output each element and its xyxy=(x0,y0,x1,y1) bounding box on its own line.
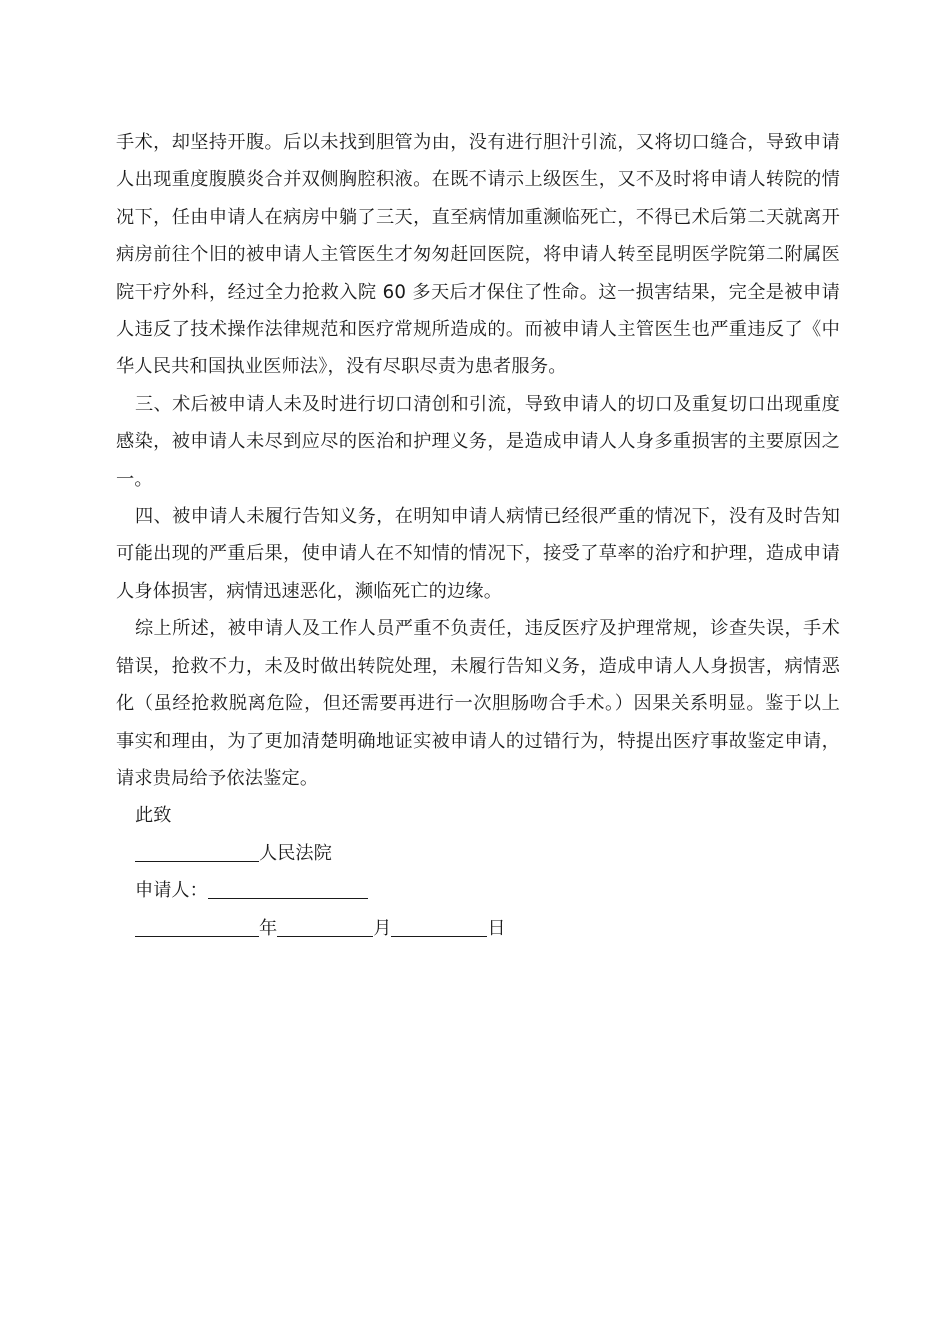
court-name-blank[interactable] xyxy=(135,843,259,862)
paragraph-continuation: 手术，却坚持开腹。后以未找到胆管为由，没有进行胆汁引流，又将切口缝合，导致申请人出现重度腹膜炎合并双侧胸腔积液。在既不请示上级医生，又不及时将申请人转院的情况下，任由申请人在病房中躺了三天，直至病情加重濒临死亡，不得已术后第二天就离开病房前往个旧的被申请人主管医生才匆匆赶回医院，将申请人转至昆明医学院第二附属医院干疗外科，经过全力抢救入院 60 多天后才保住了性命。这一损害结果，完全是被申请人违反了技术操作法律规范和医疗常规所造成的。而被申请人主管医生也严重违反了《中华人民共和国执业医师法》，没有尽职尽责为患者服务。 xyxy=(116,132,840,378)
applicant-line xyxy=(135,872,840,909)
day-label: 日 xyxy=(487,917,506,939)
month-label: 月 xyxy=(373,917,392,939)
applicant-name-blank[interactable] xyxy=(208,880,368,899)
year-blank[interactable] xyxy=(135,918,259,937)
court-suffix: 人民法院 xyxy=(259,842,332,864)
applicant-label: 申请人： xyxy=(135,880,208,902)
day-blank[interactable] xyxy=(391,918,487,937)
document-body xyxy=(116,124,840,947)
paragraph-point-three: 三、术后被申请人未及时进行切口清创和引流，导致申请人的切口及重复切口出现重度感染，被申请人未尽到应尽的医治和护理义务，是造成申请人人身多重损害的主要原因之一。 xyxy=(116,393,840,490)
year-label: 年 xyxy=(259,917,278,939)
paragraph-point-four: 四、被申请人未履行告知义务，在明知申请人病情已经很严重的情况下，没有及时告知可能出现的严重后果，使申请人在不知情的情况下，接受了草率的治疗和护理，造成申请人身体损害，病情迅速恶化，濒临死亡的边缘。 xyxy=(116,506,840,602)
closing-block xyxy=(116,797,840,947)
salutation: 此致 xyxy=(135,805,172,827)
court-line xyxy=(135,835,840,872)
month-blank[interactable] xyxy=(277,918,373,937)
date-line xyxy=(135,910,840,947)
paragraph-summary: 综上所述，被申请人及工作人员严重不负责任，违反医疗及护理常规，诊查失误，手术错误，抢救不力，未及时做出转院处理，未履行告知义务，造成申请人人身损害，病情恶化（虽经抢救脱离危险，但还需要再进行一次胆肠吻合手术。）因果关系明显。鉴于以上事实和理由，为了更加清楚明确地证实被申请人的过错行为，特提出医疗事故鉴定申请，请求贵局给予依法鉴定。 xyxy=(116,618,840,789)
